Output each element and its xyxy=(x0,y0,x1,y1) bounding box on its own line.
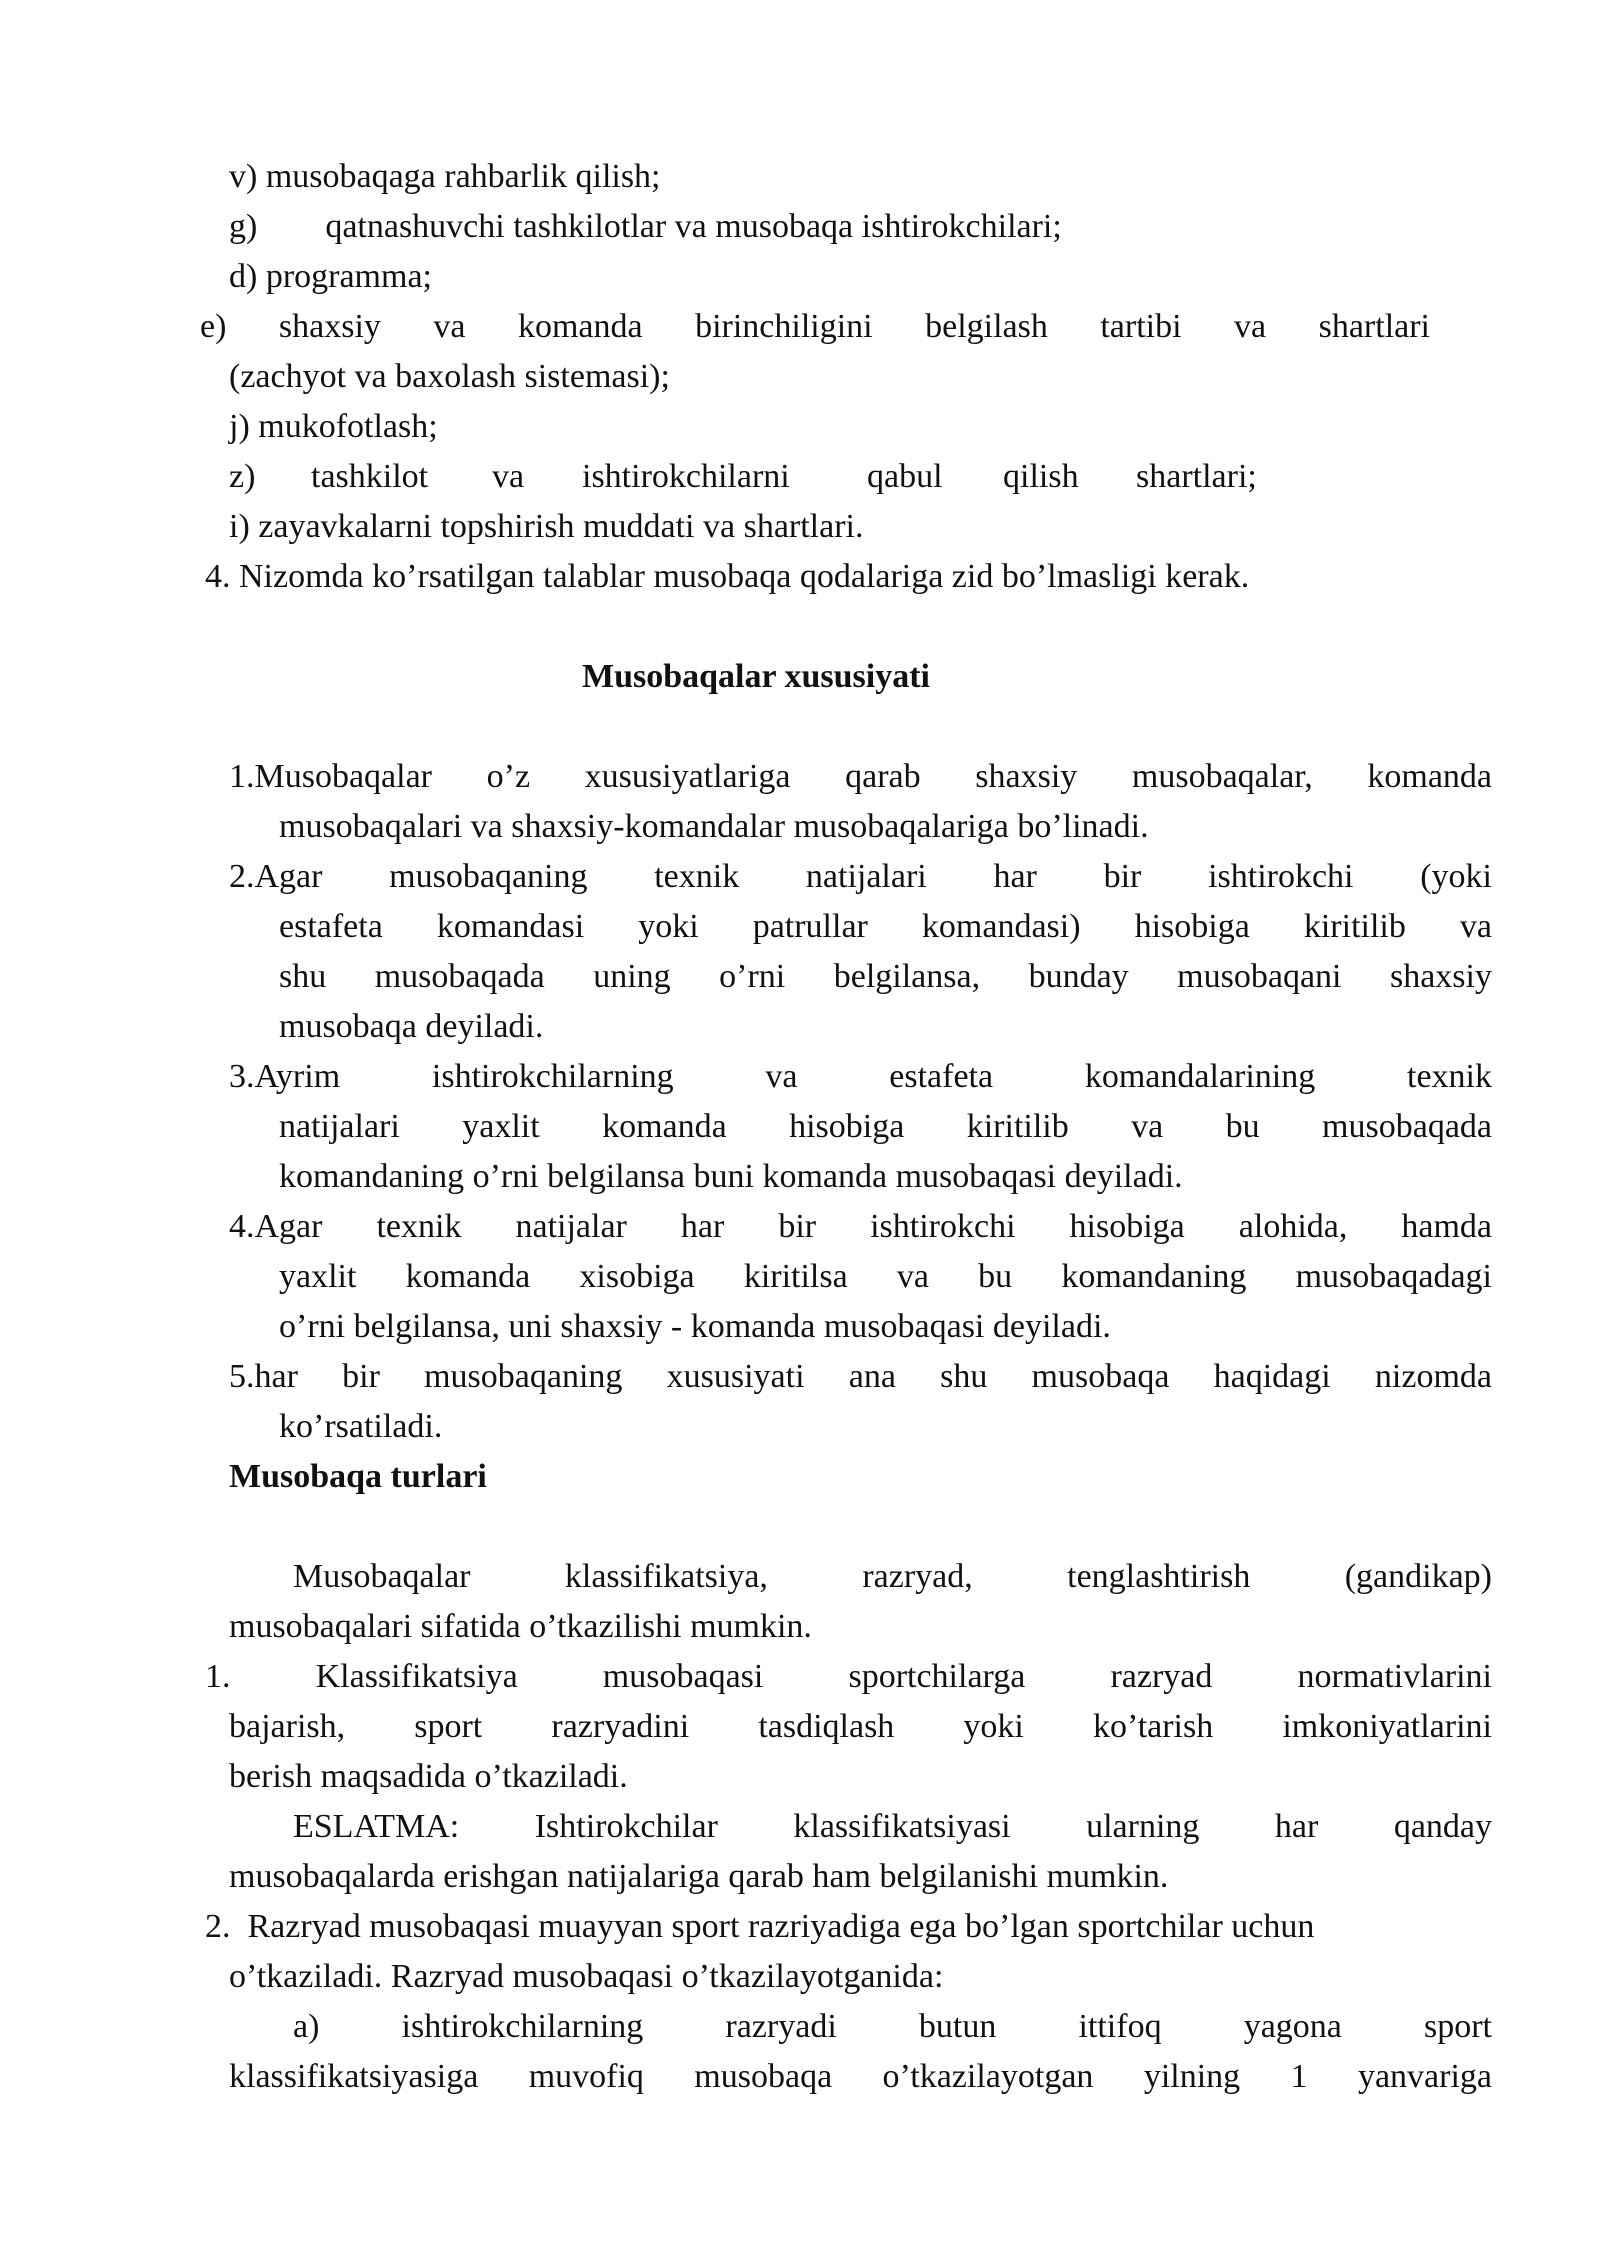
list-item-v: v) musobaqaga rahbarlik qilish; xyxy=(229,158,661,195)
list-item-3-continued: natijalari yaxlit komanda hisobiga kiritilib va bu musobaqada xyxy=(279,1108,1492,1145)
list-item-z-word: z) xyxy=(229,458,256,495)
paragraph-intro-continued: musobaqalari sifatida o’tkazilishi mumkin. xyxy=(229,1608,812,1645)
list-item-z-word: ishtirokchilarni xyxy=(582,458,790,495)
list-item-1: 1.Musobaqalar o’z xususiyatlariga qarab shaxsiy musobaqalar, komanda xyxy=(229,758,1492,795)
list-item-4-continued: o’rni belgilansa, uni shaxsiy - komanda musobaqasi deyiladi. xyxy=(279,1308,1111,1345)
sub-item-a-continued: klassifikatsiyasiga muvofiq musobaqa o’tkazilayotgan yilning 1 yanvariga xyxy=(229,2058,1492,2095)
numbered-item-2: 2. Razryad musobaqasi muayyan sport razriyadiga ega bo’lgan sportchilar uchun xyxy=(205,1908,1315,1945)
list-item-2-continued: shu musobaqada uning o’rni belgilansa, bunday musobaqani shaxsiy xyxy=(279,958,1492,995)
numbered-item-1-continued: bajarish, sport razryadini tasdiqlash yoki ko’tarish imkoniyatlarini xyxy=(229,1708,1492,1745)
list-item-z-word: qilish xyxy=(1003,458,1079,495)
list-item-i: i) zayavkalarni topshirish muddati va shartlari. xyxy=(229,508,864,545)
list-item-z-word: tashkilot xyxy=(311,458,429,495)
list-item-4: 4.Agar texnik natijalar har bir ishtirokchi hisobiga alohida, hamda xyxy=(229,1208,1492,1245)
list-item-j: j) mukofotlash; xyxy=(229,408,438,445)
list-item-e: e) shaxsiy va komanda birinchiligini belgilash tartibi va shartlari xyxy=(200,308,1430,345)
list-item-e-continued: (zachyot va baxolash sistemasi); xyxy=(229,358,670,395)
numbered-item-1-continued: berish maqsadida o’tkaziladi. xyxy=(229,1758,628,1795)
list-item-z xyxy=(229,452,1274,502)
sub-item-a: a) ishtirokchilarning razryadi butun ittifoq yagona sport xyxy=(293,2008,1492,2045)
list-item-4-continued: yaxlit komanda xisobiga kiritilsa va bu komandaning musobaqadagi xyxy=(279,1258,1492,1295)
list-item-5: 5.har bir musobaqaning xususiyati ana shu musobaqa haqidagi nizomda xyxy=(229,1358,1492,1395)
paragraph-4: 4. Nizomda ko’rsatilgan talablar musobaqa qodalariga zid bo’lmasligi kerak. xyxy=(205,558,1250,595)
list-item-z-word: shartlari; xyxy=(1136,458,1257,495)
list-item-1-continued: musobaqalari va shaxsiy-komandalar musobaqalariga bo’linadi. xyxy=(279,808,1149,845)
list-item-2-continued: estafeta komandasi yoki patrullar komandasi) hisobiga kiritilib va xyxy=(279,908,1492,945)
list-item-3-continued: komandaning o’rni belgilansa buni komanda musobaqasi deyiladi. xyxy=(279,1158,1183,1195)
list-item-z-word: qabul xyxy=(867,458,943,495)
note-paragraph-continued: musobaqalarda erishgan natijalariga qarab ham belgilanishi mumkin. xyxy=(229,1858,1169,1895)
list-item-g: g) qatnashuvchi tashkilotlar va musobaqa ishtirokchilari; xyxy=(229,208,1062,245)
paragraph-intro: Musobaqalar klassifikatsiya, razryad, tenglashtirish (gandikap) xyxy=(293,1558,1492,1595)
list-item-5-continued: ko’rsatiladi. xyxy=(279,1408,443,1445)
list-item-2-continued: musobaqa deyiladi. xyxy=(279,1008,544,1045)
list-item-2: 2.Agar musobaqaning texnik natijalari har bir ishtirokchi (yoki xyxy=(229,858,1492,895)
section-title-turlari: Musobaqa turlari xyxy=(229,1458,487,1495)
numbered-item-2-continued: o’tkaziladi. Razryad musobaqasi o’tkazilayotganida: xyxy=(229,1958,944,1995)
numbered-item-1: 1. Klassifikatsiya musobaqasi sportchilarga razryad normativlarini xyxy=(205,1658,1492,1695)
list-item-3: 3.Ayrim ishtirokchilarning va estafeta komandalarining texnik xyxy=(229,1058,1492,1095)
list-item-z-word: va xyxy=(492,458,525,495)
note-paragraph: ESLATMA: Ishtirokchilar klassifikatsiyasi ularning har qanday xyxy=(293,1808,1492,1845)
list-item-d: d) programma; xyxy=(229,258,432,295)
section-title-xususiyati: Musobaqalar xususiyati xyxy=(582,658,930,695)
